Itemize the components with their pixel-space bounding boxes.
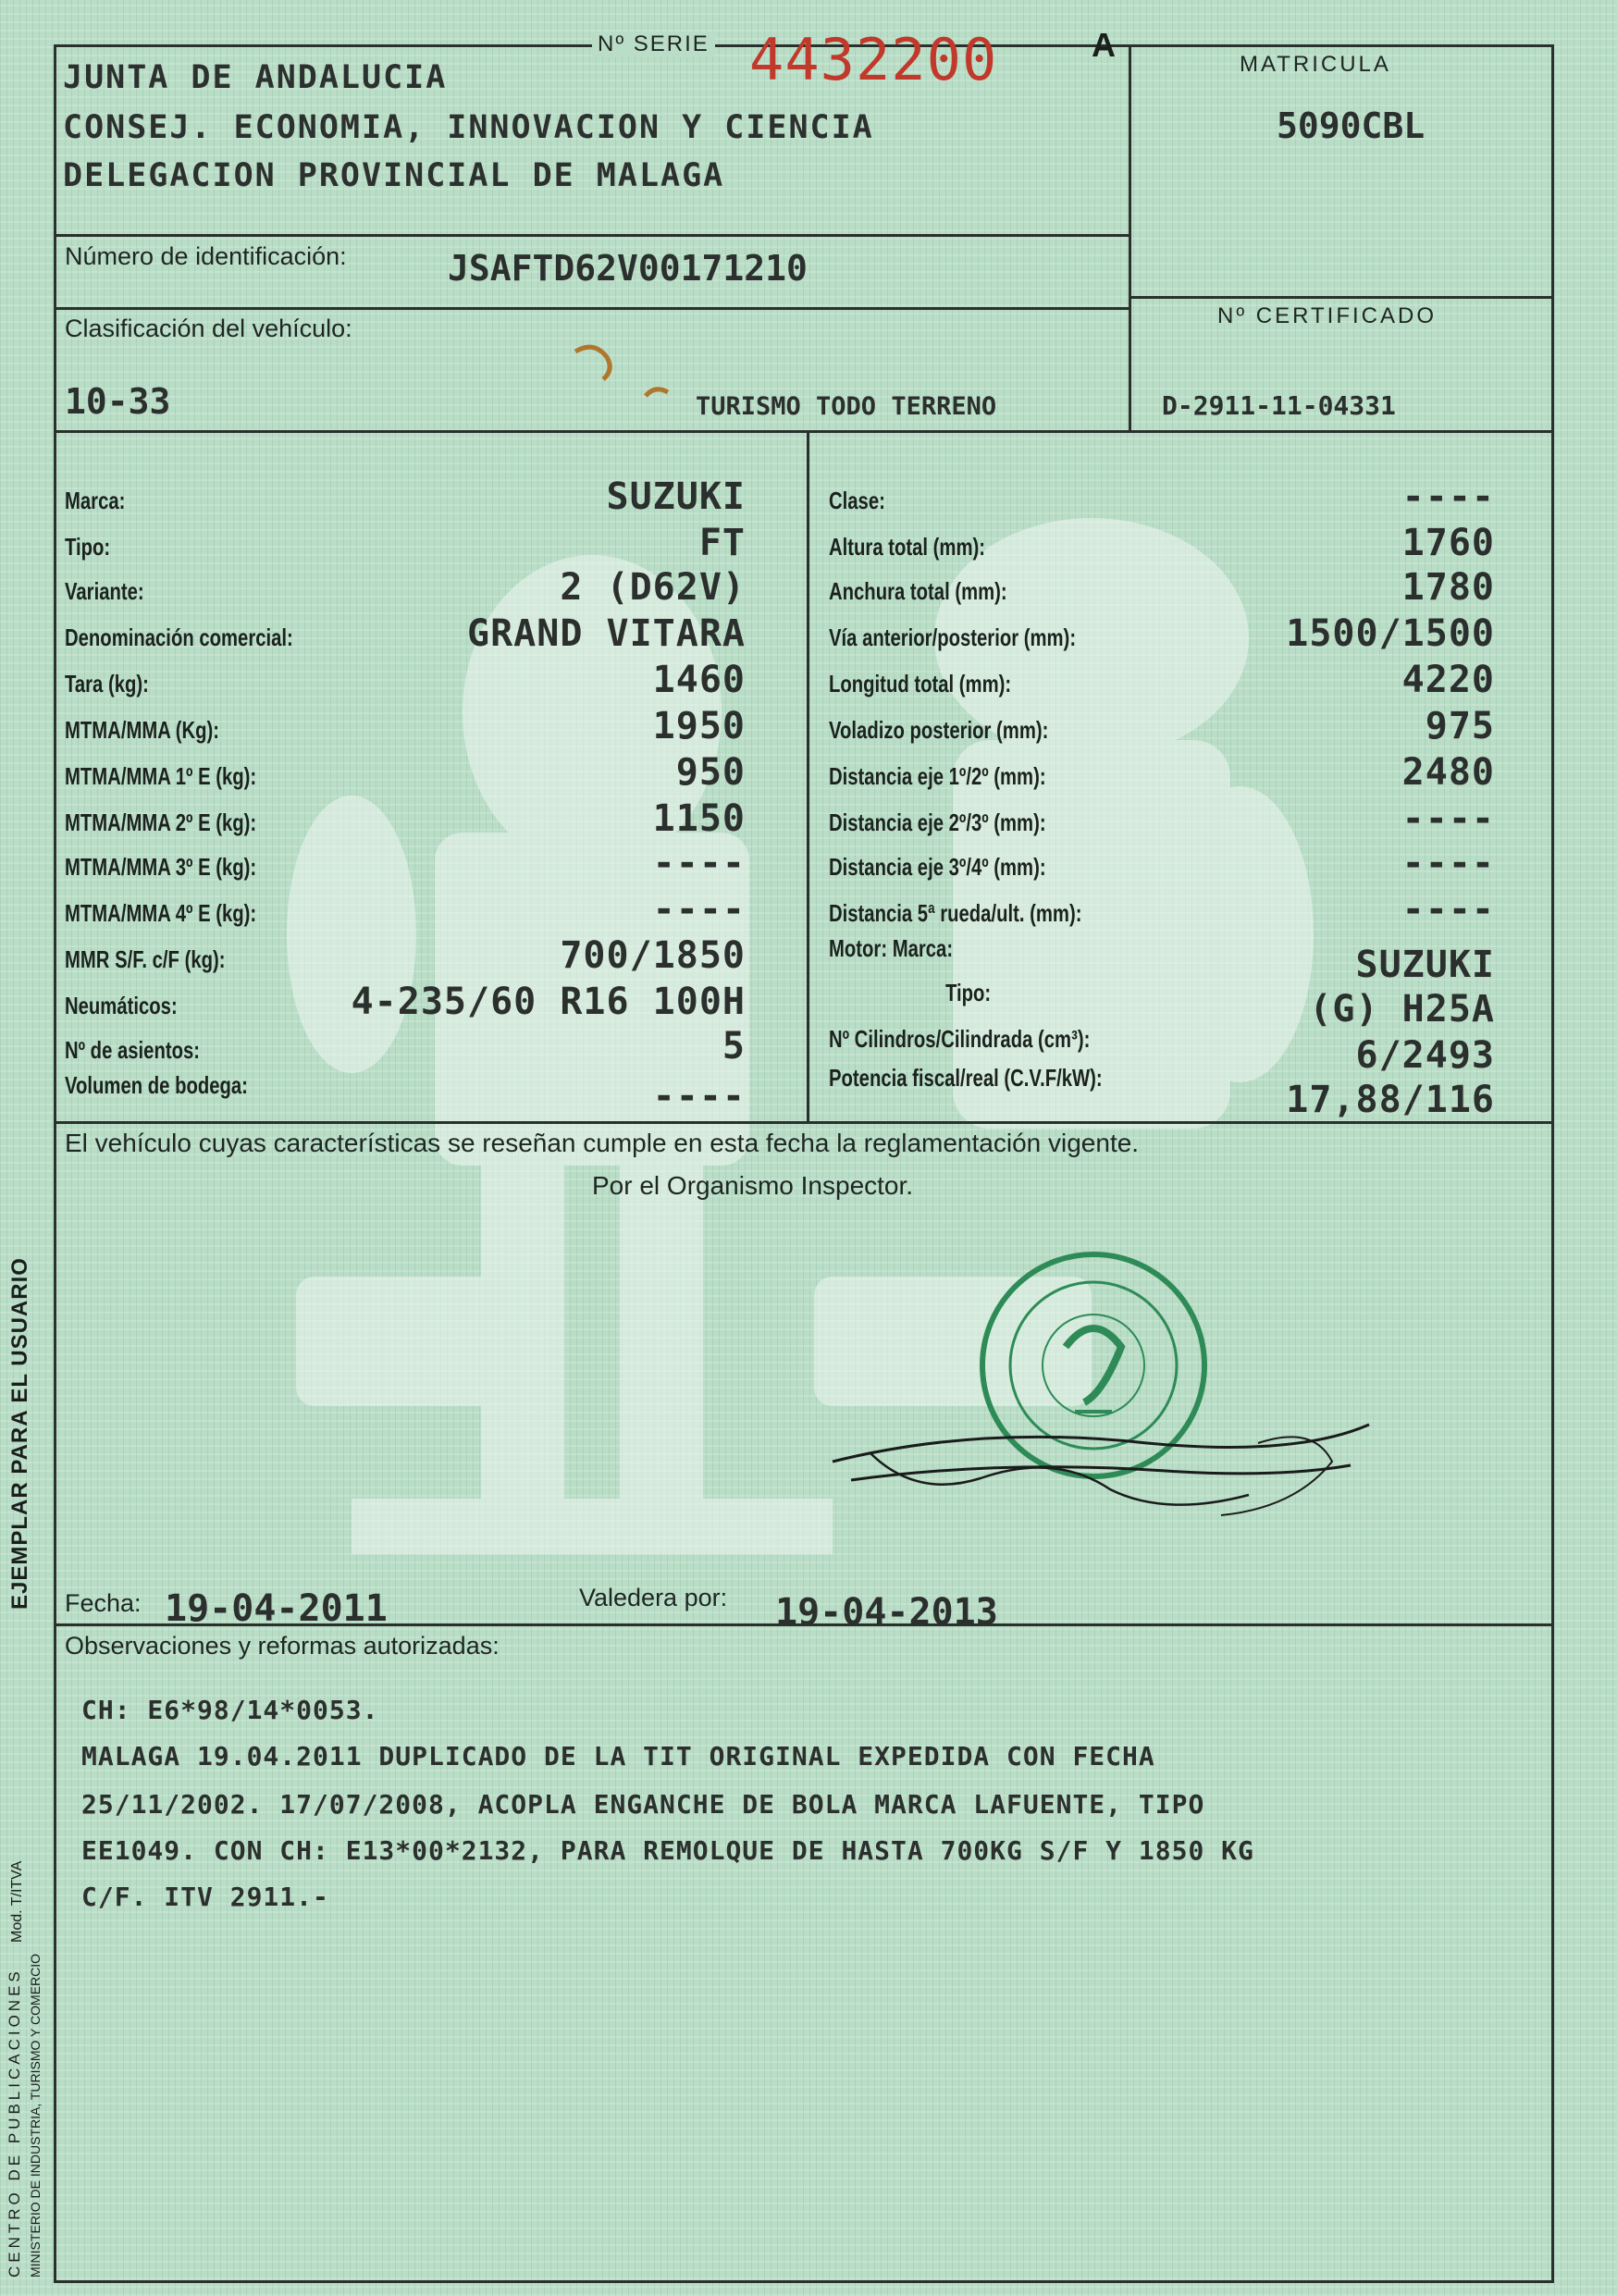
authority-line-2: CONSEJ. ECONOMIA, INNOVACION Y CIENCIA <box>63 109 874 146</box>
spec-label-tara: Tara (kg): <box>65 670 149 697</box>
spec-label-mtma: MTMA/MMA (Kg): <box>65 716 220 744</box>
spec-value-via: 1500/1500 <box>1286 612 1495 655</box>
spec-value-mtma-4e: ---- <box>652 888 746 931</box>
matricula-label: MATRICULA <box>1240 52 1391 77</box>
spec-label-mtma-3e: MTMA/MMA 3º E (kg): <box>65 853 257 881</box>
spec-value-denominacion: GRAND VITARA <box>467 612 746 655</box>
spec-label-eje-3-4: Distancia eje 3º/4º (mm): <box>829 853 1046 881</box>
matricula-box <box>1129 44 1554 433</box>
observation-line-4: EE1049. CON CH: E13*00*2132, PARA REMOLQUE DE HASTA 700KG S/F Y 1850 KG <box>81 1835 1254 1866</box>
spec-label-mtma-2e: MTMA/MMA 2º E (kg): <box>65 809 257 836</box>
spec-value-motor-marca: SUZUKI <box>1355 944 1495 986</box>
spec-label-altura: Altura total (mm): <box>829 533 986 561</box>
spec-label-asientos: Nº de asientos: <box>65 1036 201 1064</box>
spec-label-mtma-4e: MTMA/MMA 4º E (kg): <box>65 899 257 927</box>
spec-value-mtma-3e: ---- <box>652 842 746 884</box>
spec-label-clase: Clase: <box>829 487 885 514</box>
spec-label-eje-2-3: Distancia eje 2º/3º (mm): <box>829 809 1046 836</box>
spec-value-longitud: 4220 <box>1401 659 1495 701</box>
fecha-label: Fecha: <box>65 1589 142 1617</box>
specs-divider <box>807 430 809 1124</box>
valedera-label: Valedera por: <box>579 1584 728 1611</box>
spec-label-quinta-rueda: Distancia 5ª rueda/ult. (mm): <box>829 899 1082 927</box>
observation-line-1: CH: E6*98/14*0053. <box>81 1695 379 1725</box>
matricula-divider <box>1129 296 1554 299</box>
statement-line: El vehículo cuyas características se reseñan cumple en esta fecha la reglamentación vigente. <box>65 1129 1140 1157</box>
observation-line-5: C/F. ITV 2911.- <box>81 1882 329 1912</box>
side-ministry: MINISTERIO DE INDUSTRIA, TURISMO Y COMERCIO <box>28 1953 43 2277</box>
inspector-line: Por el Organismo Inspector. <box>592 1171 914 1200</box>
spec-label-neumaticos: Neumáticos: <box>65 992 178 1019</box>
spec-label-eje-1-2: Distancia eje 1º/2º (mm): <box>829 762 1046 790</box>
spec-value-mtma-1e: 950 <box>675 751 746 794</box>
side-printer: CENTRO DE PUBLICACIONES <box>6 1968 23 2277</box>
spec-label-via: Vía anterior/posterior (mm): <box>829 623 1077 651</box>
serie-label: Nº SERIE <box>592 31 715 57</box>
spec-value-clase: ---- <box>1401 475 1495 518</box>
spec-label-longitud: Longitud total (mm): <box>829 670 1012 697</box>
spec-value-marca: SUZUKI <box>606 475 746 518</box>
spec-label-bodega: Volumen de bodega: <box>65 1071 248 1099</box>
identification-value: JSAFTD62V00171210 <box>448 248 808 289</box>
certificado-value: D-2911-11-04331 <box>1162 390 1396 421</box>
spec-value-tara: 1460 <box>652 659 746 701</box>
spec-label-marca: Marca: <box>65 487 126 514</box>
serie-number: 4432200 <box>749 26 998 93</box>
spec-value-cilindros: 6/2493 <box>1355 1034 1495 1077</box>
spec-value-motor-tipo: (G) H25A <box>1309 988 1495 1031</box>
matricula-value: 5090CBL <box>1277 105 1426 146</box>
certificado-label: Nº CERTIFICADO <box>1217 303 1437 328</box>
spec-value-mtma: 1950 <box>652 705 746 747</box>
spec-label-motor-tipo: Tipo: <box>945 979 992 1006</box>
fecha-value: 19-04-2011 <box>165 1587 388 1630</box>
authority-line-3: DELEGACION PROVINCIAL DE MALAGA <box>63 157 725 194</box>
spec-value-potencia: 17,88/116 <box>1286 1079 1495 1121</box>
spec-label-potencia: Potencia fiscal/real (C.V.F/kW): <box>829 1064 1103 1092</box>
spec-value-bodega: ---- <box>652 1075 746 1117</box>
spec-label-denominacion: Denominación comercial: <box>65 623 293 651</box>
classification-code: 10-33 <box>65 381 171 422</box>
spec-label-anchura: Anchura total (mm): <box>829 577 1007 605</box>
spec-value-eje-2-3: ---- <box>1401 797 1495 840</box>
spec-value-eje-3-4: ---- <box>1401 842 1495 884</box>
spec-label-mmr: MMR S/F. c/F (kg): <box>65 945 226 973</box>
classification-description: TURISMO TODO TERRENO <box>696 392 997 421</box>
spec-value-mtma-2e: 1150 <box>652 797 746 840</box>
serie-letter: A <box>1092 26 1116 64</box>
spec-label-cilindros: Nº Cilindros/Cilindrada (cm³): <box>829 1025 1091 1053</box>
side-model: Mod. T/ITVA <box>9 1860 25 1943</box>
spec-label-voladizo: Voladizo posterior (mm): <box>829 716 1049 744</box>
spec-label-mtma-1e: MTMA/MMA 1º E (kg): <box>65 762 257 790</box>
spec-value-asientos: 5 <box>722 1025 746 1068</box>
identification-label: Número de identificación: <box>65 242 347 270</box>
spec-value-anchura: 1780 <box>1401 566 1495 609</box>
observation-line-2: MALAGA 19.04.2011 DUPLICADO DE LA TIT ORIGINAL EXPEDIDA CON FECHA <box>81 1741 1155 1771</box>
spec-value-neumaticos: 4-235/60 R16 100H <box>351 981 746 1023</box>
spec-label-motor-marca: Motor: Marca: <box>829 934 954 962</box>
spec-value-quinta-rueda: ---- <box>1401 888 1495 931</box>
authority-line-1: JUNTA DE ANDALUCIA <box>63 59 448 96</box>
staple-mark <box>566 339 677 413</box>
observations-label: Observaciones y reformas autorizadas: <box>65 1632 500 1660</box>
spec-value-variante: 2 (D62V) <box>560 566 746 609</box>
classification-label: Clasificación del vehículo: <box>65 315 352 342</box>
observation-line-3: 25/11/2002. 17/07/2008, ACOPLA ENGANCHE DE BOLA MARCA LAFUENTE, TIPO <box>81 1789 1205 1820</box>
signature <box>814 1406 1388 1536</box>
spec-label-tipo: Tipo: <box>65 533 111 561</box>
spec-value-altura: 1760 <box>1401 522 1495 564</box>
spec-value-tipo: FT <box>698 522 746 564</box>
spec-value-mmr: 700/1850 <box>560 934 746 977</box>
spec-label-variante: Variante: <box>65 577 144 605</box>
spec-value-voladizo: 975 <box>1425 705 1495 747</box>
valedera-value: 19-04-2013 <box>775 1591 998 1634</box>
spec-value-eje-1-2: 2480 <box>1401 751 1495 794</box>
side-ejemplar: EJEMPLAR PARA EL USUARIO <box>7 1257 32 1610</box>
